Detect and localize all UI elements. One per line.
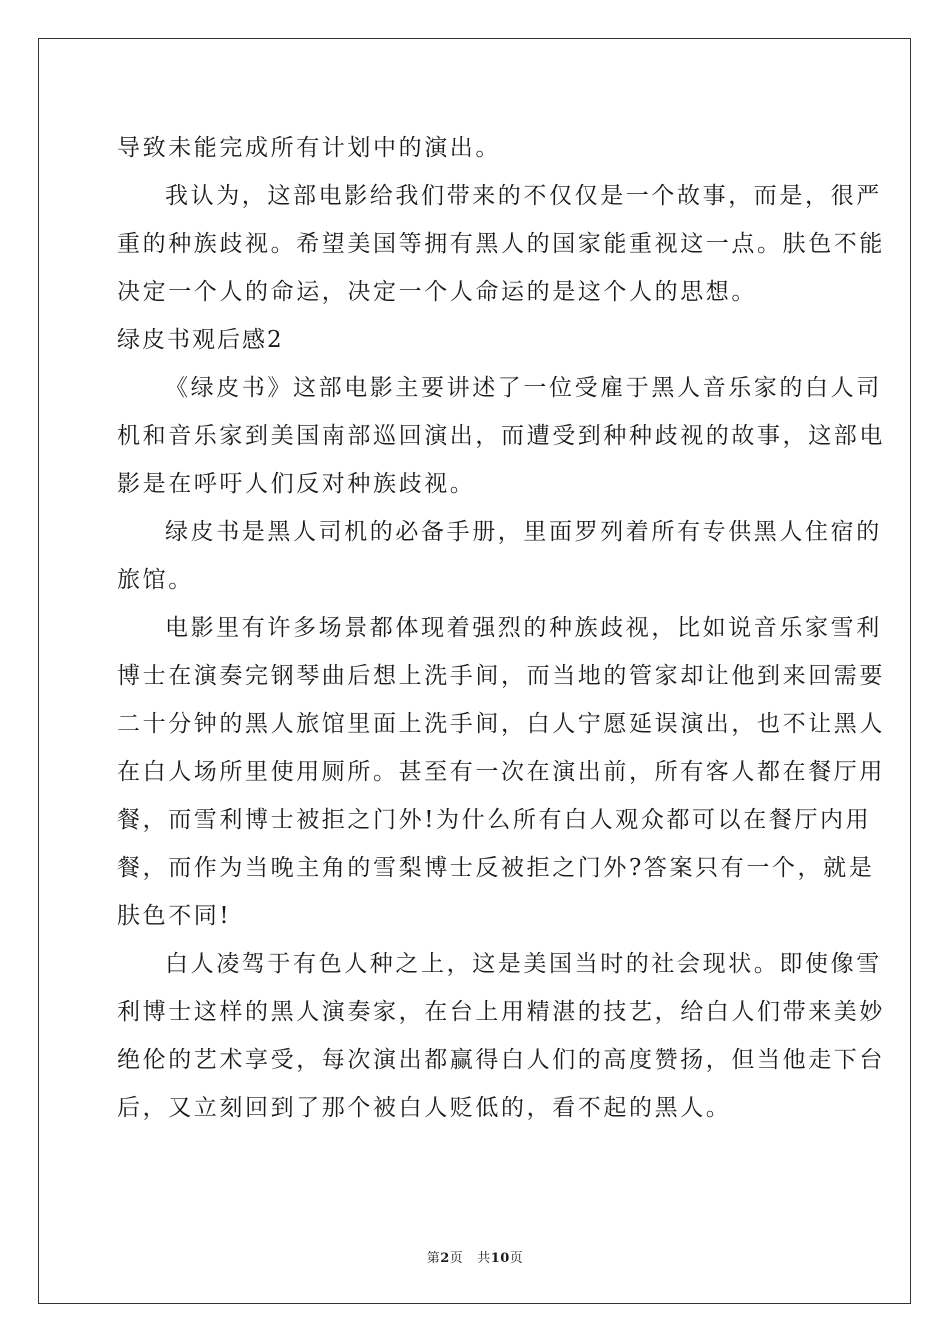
total-pages: 10 bbox=[490, 1251, 510, 1266]
text-line: 旅馆。 bbox=[117, 567, 194, 593]
total-prefix: 共 bbox=[477, 1251, 491, 1266]
page-suffix: 页 bbox=[449, 1251, 464, 1266]
text-line: 导致未能完成所有计划中的演出。 bbox=[117, 135, 501, 161]
paragraph-start-line: 《绿皮书》这部电影主要讲述了一位受雇于黑人音乐家的白人司 bbox=[165, 375, 882, 401]
text-line: 肤色不同! bbox=[117, 903, 232, 929]
text-line: 二十分钟的黑人旅馆里面上洗手间，白人宁愿延误演出，也不让黑人 bbox=[117, 711, 885, 737]
text-line: 餐，而作为当晚主角的雪梨博士反被拒之门外?答案只有一个，就是 bbox=[117, 855, 875, 881]
paragraph-start-line: 我认为，这部电影给我们带来的不仅仅是一个故事，而是，很严 bbox=[165, 183, 882, 209]
section-heading: 绿皮书观后感2 bbox=[117, 327, 284, 353]
page-prefix: 第 bbox=[426, 1251, 441, 1266]
page-footer bbox=[0, 1247, 950, 1266]
total-suffix: 页 bbox=[509, 1251, 524, 1266]
text-line: 利博士这样的黑人演奏家，在台上用精湛的技艺，给白人们带来美妙 bbox=[117, 999, 885, 1025]
text-line: 机和音乐家到美国南部巡回演出，而遭受到种种歧视的故事，这部电 bbox=[117, 423, 885, 449]
text-line: 后，又立刻回到了那个被白人贬低的，看不起的黑人。 bbox=[117, 1095, 732, 1121]
text-line: 餐，而雪利博士被拒之门外!为什么所有白人观众都可以在餐厅内用 bbox=[117, 807, 872, 833]
document-body bbox=[117, 124, 885, 1132]
text-line: 绝伦的艺术享受，每次演出都赢得白人们的高度赞扬，但当他走下台 bbox=[117, 1047, 885, 1073]
text-line: 博士在演奏完钢琴曲后想上洗手间，而当地的管家却让他到来回需要 bbox=[117, 663, 885, 689]
text-line: 在白人场所里使用厕所。甚至有一次在演出前，所有客人都在餐厅用 bbox=[117, 759, 885, 785]
text-line: 决定一个人的命运，决定一个人命运的是这个人的思想。 bbox=[117, 279, 757, 305]
paragraph-start-line: 电影里有许多场景都体现着强烈的种族歧视，比如说音乐家雪利 bbox=[165, 615, 882, 641]
text-line: 重的种族歧视。希望美国等拥有黑人的国家能重视这一点。肤色不能 bbox=[117, 231, 885, 257]
paragraph-start-line: 白人凌驾于有色人种之上，这是美国当时的社会现状。即使像雪 bbox=[165, 951, 882, 977]
page-number: 2 bbox=[440, 1251, 450, 1266]
paragraph-start-line: 绿皮书是黑人司机的必备手册，里面罗列着所有专供黑人住宿的 bbox=[165, 519, 882, 545]
text-line: 影是在呼吁人们反对种族歧视。 bbox=[117, 471, 476, 497]
